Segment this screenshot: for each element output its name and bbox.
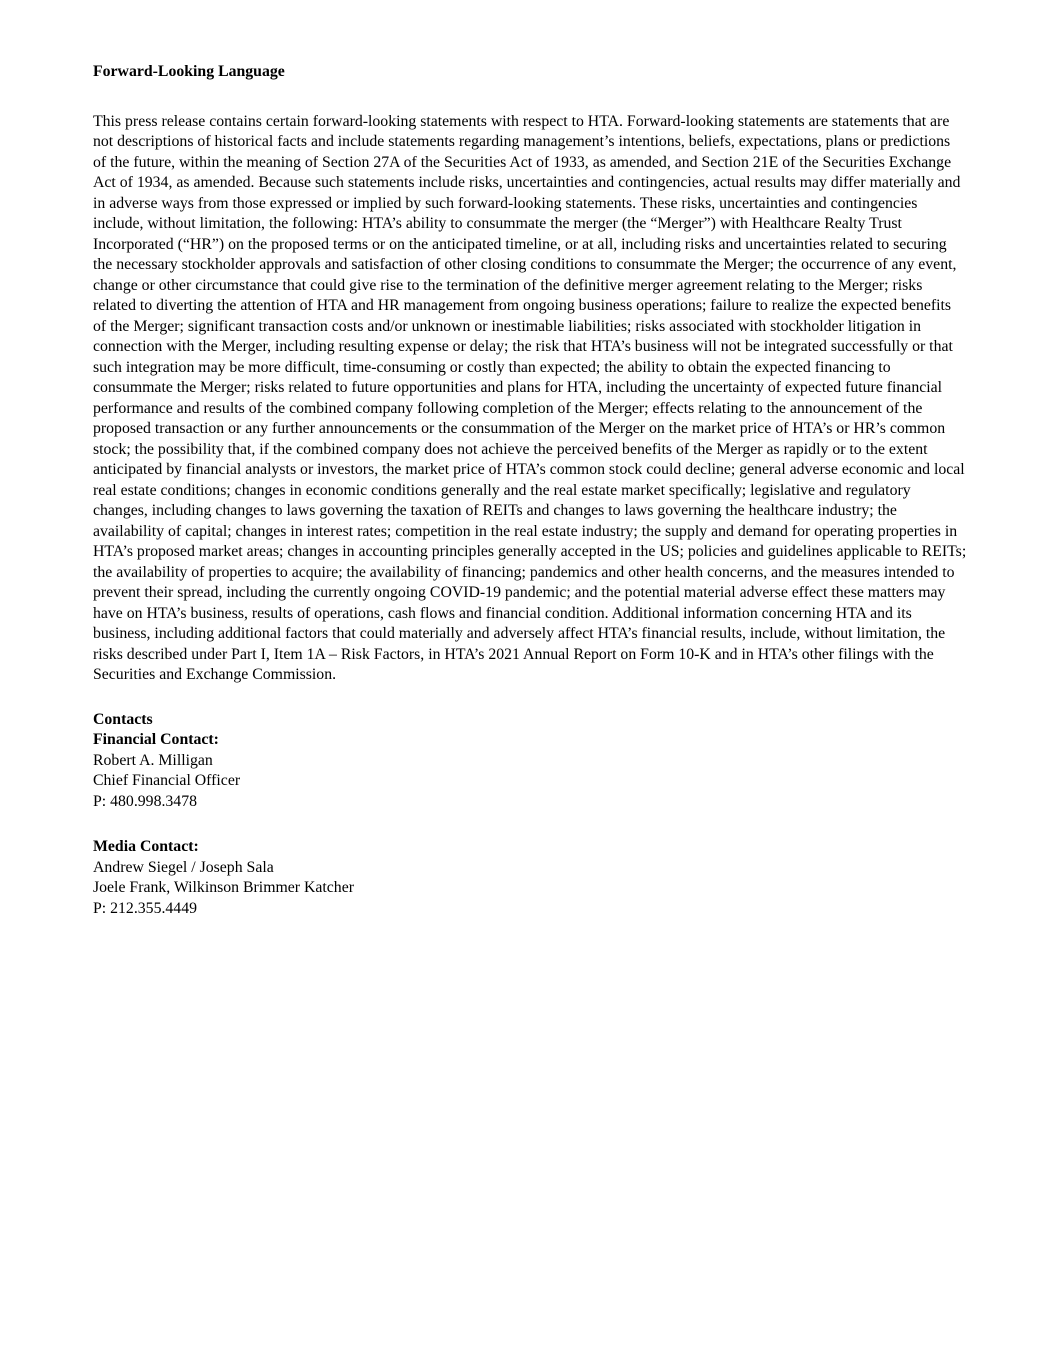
media-contact-names: Andrew Siegel / Joseph Sala <box>93 858 274 876</box>
financial-contact-block <box>93 730 967 812</box>
media-contact-block <box>93 837 967 919</box>
section-heading: Forward-Looking Language <box>93 63 285 80</box>
financial-contact-name: Robert A. Milligan <box>93 751 213 769</box>
forward-looking-paragraph: This press release contains certain forward-looking statements with respect to HTA. Forward-looking statements are statements that are not descriptions of historical facts and include statements regarding management’s intentions, beliefs, expectations, plans or predictions of the future, within the meaning of Section 27A of the Securities Act of 1933, as amended, and Section 21E of the Securities Exchange Act of 1934, as amended. Because such statements include risks, uncertainties and contingencies, actual results may differ materially and in adverse ways from those expressed or implied by such forward-looking statements. These risks, uncertainties and contingencies include, without limitation, the following: HTA’s ability to consummate the merger (the “Merger”) with Healthcare Realty Trust Incorporated (“HR”) on the proposed terms or on the anticipated timeline, or at all, including risks and uncertainties related to securing the necessary stockholder approvals and satisfaction of other closing conditions to consummate the Merger; the occurrence of any event, change or other circumstance that could give rise to the termination of the definitive merger agreement relating to the Merger; risks related to diverting the attention of HTA and HR management from ongoing business operations; failure to realize the expected benefits of the Merger; significant transaction costs and/or unknown or inestimable liabilities; risks associated with stockholder litigation in connection with the Merger, including resulting expense or delay; the risk that HTA’s business will not be integrated successfully or that such integration may be more difficult, time-consuming or costly than expected; the ability to obtain the expected financing to consummate the Merger; risks related to future opportunities and plans for HTA, including the uncertainty of expected future financial performance and results of the combined company following completion of the Merger; effects relating to the announcement of the proposed transaction or any further announcements or the consummation of the Merger on the market price of HTA’s or HR’s common stock; the possibility that, if the combined company does not achieve the perceived benefits of the Merger as rapidly or to the extent anticipated by financial analysts or investors, the market price of HTA’s common stock could decline; general adverse economic and local real estate conditions; changes in economic conditions generally and the real estate market specifically; legislative and regulatory changes, including changes to laws governing the taxation of REITs and changes to laws governing the healthcare industry; the availability of capital; changes in interest rates; competition in the real estate industry; the supply and demand for operating properties in HTA’s proposed market areas; changes in accounting principles generally accepted in the US; policies and guidelines applicable to REITs; the availability of properties to acquire; the availability of financing; pandemics and other health concerns, and the measures intended to prevent their spread, including the currently ongoing COVID-19 pandemic; and the potential material adverse effect these matters may have on HTA’s business, results of operations, cash flows and financial condition. Additional information concerning HTA and its business, including additional factors that could materially and adversely affect HTA’s financial results, include, without limitation, the risks described under Part I, Item 1A – Risk Factors, in HTA’s 2021 Annual Report on Form 10-K and in HTA’s other filings with the Securities and Exchange Commission. <box>93 112 967 683</box>
media-contact-phone: P: 212.355.4449 <box>93 899 198 917</box>
financial-contact-phone: P: 480.998.3478 <box>93 792 198 810</box>
media-contact-label: Media Contact: <box>93 838 199 855</box>
media-contact-firm: Joele Frank, Wilkinson Brimmer Katcher <box>93 879 354 896</box>
financial-contact-label: Financial Contact: <box>93 731 219 748</box>
contacts-section <box>93 710 967 920</box>
contacts-title: Contacts <box>93 710 153 728</box>
financial-contact-title: Chief Financial Officer <box>93 772 241 789</box>
